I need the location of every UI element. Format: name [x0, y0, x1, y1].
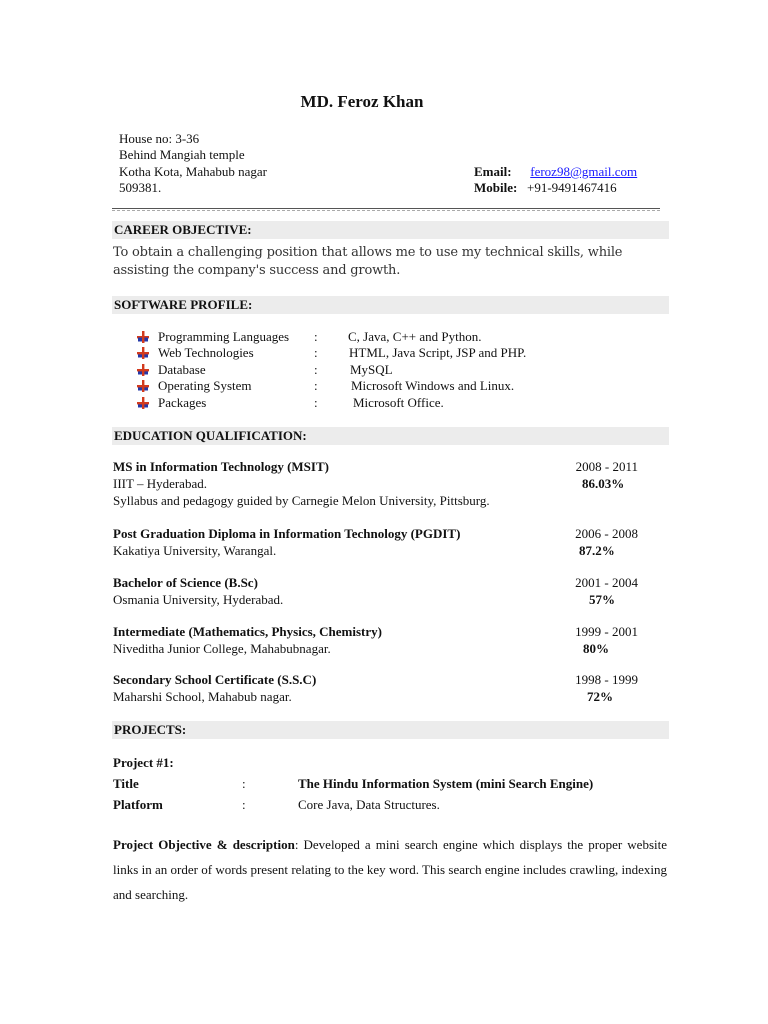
mobile-number: +91-9491467416: [527, 180, 617, 196]
address-line: House no: 3-36: [119, 131, 200, 146]
mobile-label: Mobile:: [474, 180, 518, 196]
software-key: Database: [158, 361, 206, 377]
education-years: 2008 - 2011: [575, 459, 638, 474]
education-years: 1998 - 1999: [575, 672, 638, 687]
education-institution: Maharshi School, Mahabub nagar.: [113, 689, 292, 704]
bullet-icon: [137, 397, 149, 409]
bullet-icon: [137, 380, 149, 392]
project-objective-text: : Developed a mini search engine which displays the proper website links in an order of words present relating to the key word. This search engine includes crawling, indexing and searching.: [113, 837, 667, 902]
education-years: 2006 - 2008: [575, 526, 638, 541]
project-label: Project #1:: [113, 755, 174, 770]
education-score: 72%: [587, 689, 613, 704]
education-entry: [113, 671, 653, 705]
education-institution: IIIT – Hyderabad.: [113, 476, 207, 491]
education-degree: Secondary School Certificate (S.S.C): [113, 672, 317, 687]
software-sep: :: [314, 378, 318, 394]
software-sep: :: [314, 329, 318, 344]
bullet-icon: [137, 347, 149, 359]
email-link[interactable]: feroz98@gmail.com: [530, 164, 638, 179]
career-objective-text: To obtain a challenging position that allows me to use my technical skills, while assisting the company's success and growth.: [113, 245, 623, 278]
education-institution: Niveditha Junior College, Mahabubnagar.: [113, 641, 331, 656]
section-heading-software: SOFTWARE PROFILE:: [112, 296, 669, 314]
software-sep: :: [314, 345, 318, 361]
header-divider: [112, 208, 660, 209]
project-title-sep: :: [242, 776, 246, 791]
software-value: Microsoft Office.: [353, 394, 444, 410]
education-degree: Post Graduation Diploma in Information Technology (PGDIT): [113, 526, 461, 541]
education-entry: [113, 574, 653, 608]
education-entry: [113, 458, 653, 509]
education-degree: MS in Information Technology (MSIT): [113, 459, 329, 474]
education-institution: Kakatiya University, Warangal.: [113, 543, 277, 558]
project-title-value: The Hindu Information System (mini Search Engine): [298, 776, 594, 791]
bullet-icon: [137, 331, 149, 343]
project-platform-sep: :: [242, 797, 246, 812]
project-description: [113, 832, 667, 907]
software-key: Packages: [158, 394, 207, 410]
software-key: Web Technologies: [158, 345, 254, 361]
header-divider-dashed: [112, 210, 660, 211]
project-objective-label: Project Objective & description: [113, 837, 295, 852]
project-platform-value: Core Java, Data Structures.: [298, 797, 440, 812]
education-score: 80%: [583, 641, 609, 656]
contact-block: [474, 164, 637, 197]
section-heading-career: CAREER OBJECTIVE:: [112, 221, 669, 239]
project-platform-label: Platform: [113, 797, 163, 812]
section-heading-projects: PROJECTS:: [112, 721, 669, 739]
education-institution: Osmania University, Hyderabad.: [113, 592, 284, 607]
candidate-name: MD. Feroz Khan: [300, 92, 424, 111]
education-score: 87.2%: [579, 543, 615, 558]
education-score: 86.03%: [582, 476, 625, 491]
software-sep: :: [314, 361, 318, 377]
education-degree: Intermediate (Mathematics, Physics, Chemistry): [113, 624, 382, 639]
software-key: Operating System: [158, 378, 252, 394]
education-degree: Bachelor of Science (B.Sc): [113, 575, 258, 590]
address-line: Kotha Kota, Mahabub nagar: [119, 163, 268, 179]
software-sep: :: [314, 394, 318, 410]
education-score: 57%: [589, 592, 615, 607]
address-line: Behind Mangiah temple: [119, 147, 245, 163]
education-entry: [113, 525, 653, 559]
education-entry: [113, 623, 653, 657]
education-years: 1999 - 2001: [575, 624, 638, 639]
address-line: 509381.: [119, 180, 162, 196]
section-heading-education: EDUCATION QUALIFICATION:: [112, 427, 669, 445]
software-value: MySQL: [350, 361, 393, 377]
education-years: 2001 - 2004: [575, 575, 638, 590]
software-value: HTML, Java Script, JSP and PHP.: [349, 345, 527, 361]
education-note: Syllabus and pedagogy guided by Carnegie Melon University, Pittsburg.: [113, 493, 490, 508]
software-value: Microsoft Windows and Linux.: [351, 378, 515, 394]
project-title-label: Title: [113, 776, 139, 791]
bullet-icon: [137, 364, 149, 376]
address-block: [119, 131, 267, 197]
software-key: Programming Languages: [158, 329, 290, 344]
software-value: C, Java, C++ and Python.: [348, 329, 482, 344]
email-label: Email:: [474, 164, 512, 179]
